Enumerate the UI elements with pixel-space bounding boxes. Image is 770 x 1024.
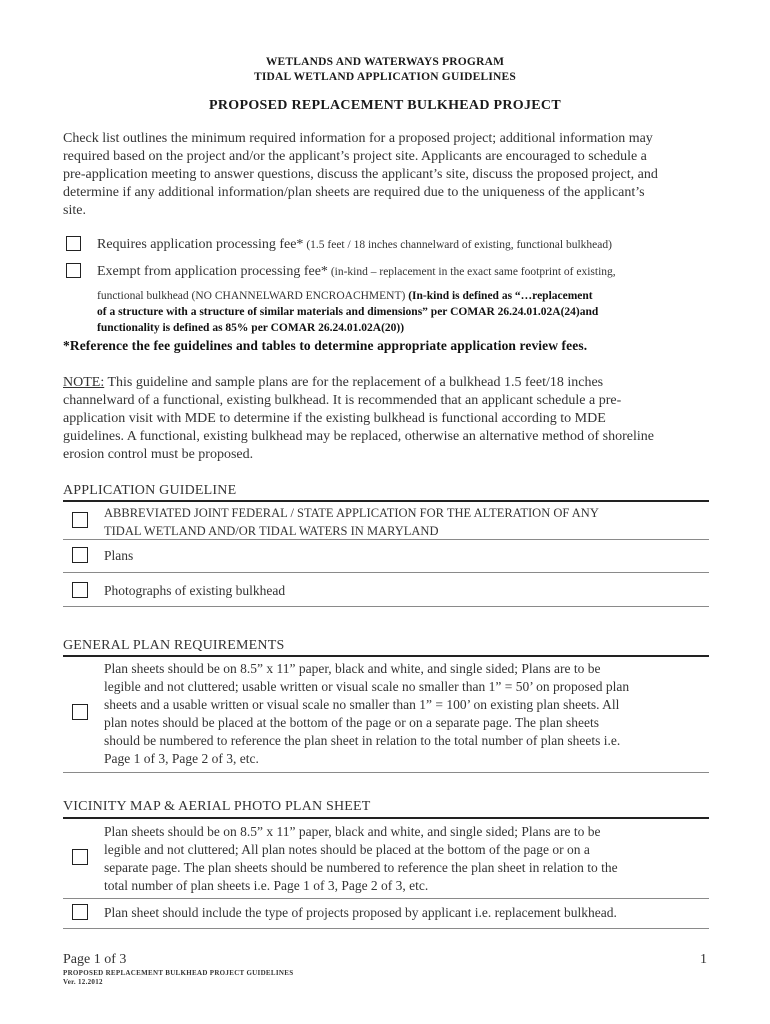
intro-line: site. <box>63 203 86 218</box>
item-line: total number of plan sheets i.e. Page 1 of 3, Page 2 of 3, etc. <box>104 878 429 893</box>
photographs-text: Photographs of existing bulkhead <box>104 583 286 598</box>
application-guideline-title: APPLICATION GUIDELINE <box>63 483 237 498</box>
item-line: Plan sheets should be on 8.5” x 11” paper, black and white, and single sided; Plans are to be <box>104 661 601 676</box>
exempt-fee-text <box>97 262 717 281</box>
item-line: ABBREVIATED JOINT FEDERAL / STATE APPLICATION FOR THE ALTERATION OF ANY <box>104 506 599 520</box>
exempt-fee-detail: (in-kind – replacement in the exact same footprint of existing, <box>327 266 616 278</box>
item-line: legible and not cluttered; All plan notes should be placed at the bottom of the page or on a <box>104 842 590 857</box>
item-line: TIDAL WETLAND AND/OR TIDAL WATERS IN MARYLAND <box>104 524 439 538</box>
row-divider <box>63 898 709 899</box>
vicinity-plan-checkbox[interactable] <box>72 849 88 865</box>
row-divider <box>63 572 709 573</box>
page-count: Page 1 of 3 <box>63 952 127 967</box>
project-type-text: Plan sheet should include the type of projects proposed by applicant i.e. replacement bulkhead. <box>104 905 617 920</box>
item-line: separate page. The plan sheets should be numbered to reference the plan sheet in relation to the <box>104 860 618 875</box>
footer-version: Ver. 12.2012 <box>63 978 103 986</box>
footer-document-name: PROPOSED REPLACEMENT BULKHEAD PROJECT GUIDELINES <box>63 969 294 977</box>
note-line: guidelines. A functional, existing bulkhead may be replaced, otherwise an alternative method of shoreline <box>63 429 654 444</box>
exempt-line2-normal: functional bulkhead (NO CHANNELWARD ENCROACHMENT) <box>97 290 409 302</box>
row-divider <box>63 772 709 773</box>
requires-fee-checkbox[interactable] <box>66 236 81 251</box>
photographs-checkbox[interactable] <box>72 582 88 598</box>
joint-application-checkbox[interactable] <box>72 512 88 528</box>
plans-text: Plans <box>104 548 134 563</box>
exempt-line2-bold: (In-kind is defined as “…replacement <box>408 290 593 302</box>
general-plan-checkbox[interactable] <box>72 704 88 720</box>
row-divider <box>63 928 709 929</box>
item-line: plan notes should be placed at the bottom of the page or on a separate page. The plan sheets <box>104 715 599 730</box>
project-type-checkbox[interactable] <box>72 904 88 920</box>
item-line: Plan sheets should be on 8.5” x 11” paper, black and white, and single sided; Plans are to be <box>104 824 601 839</box>
section-rule <box>63 500 709 502</box>
intro-paragraph <box>63 130 713 220</box>
guidelines-heading: TIDAL WETLAND APPLICATION GUIDELINES <box>253 71 517 83</box>
general-plan-title: GENERAL PLAN REQUIREMENTS <box>63 638 285 653</box>
note-line: channelward of a functional, existing bulkhead. It is recommended that an applicant schedule a pre- <box>63 393 622 408</box>
note-paragraph <box>63 374 713 464</box>
intro-line: determine if any additional information/plan sheets are required due to the uniqueness of the applicant’s <box>63 185 645 200</box>
intro-line: required based on the project and/or the applicant’s project site. Applicants are encouraged to schedule a <box>63 149 647 164</box>
document-title: PROPOSED REPLACEMENT BULKHEAD PROJECT <box>209 98 561 113</box>
row-divider <box>63 606 709 607</box>
vicinity-title: VICINITY MAP & AERIAL PHOTO PLAN SHEET <box>63 799 371 814</box>
exempt-fee-line3: of a structure with a structure of similar materials and dimensions” per COMAR 26.24.01.02A(24)and <box>97 306 599 318</box>
intro-line: pre-application meeting to answer questions, discuss the applicant’s site, discuss the proposed project, and <box>63 167 658 182</box>
requires-fee-label: Requires application processing fee* <box>97 237 304 252</box>
section-rule <box>63 655 709 657</box>
exempt-fee-checkbox[interactable] <box>66 263 81 278</box>
fee-reference-note: *Reference the fee guidelines and tables to determine appropriate application review fees. <box>63 338 588 353</box>
note-line: erosion control must be proposed. <box>63 447 254 462</box>
requires-fee-text <box>97 235 717 254</box>
note-line: application visit with MDE to determine if the existing bulkhead is functional according to MDE <box>63 411 606 426</box>
section-rule <box>63 817 709 819</box>
row-divider <box>63 539 709 540</box>
note-line: This guideline and sample plans are for the replacement of a bulkhead 1.5 feet/18 inches <box>104 375 604 390</box>
item-line: Page 1 of 3, Page 2 of 3, etc. <box>104 751 259 766</box>
joint-application-text <box>104 504 704 540</box>
item-line: sheets and a usable written or visual scale no smaller than 1” = 100’ on existing plan sheets. All <box>104 697 620 712</box>
page-number: 1 <box>700 952 707 967</box>
item-line: should be numbered to reference the plan sheet in relation to the total number of plan sheets i.e. <box>104 733 621 748</box>
program-heading: WETLANDS AND WATERWAYS PROGRAM <box>265 56 505 68</box>
vicinity-plan-text <box>104 823 704 895</box>
general-plan-text <box>104 660 704 768</box>
intro-line: Check list outlines the minimum required information for a proposed project; additional information may <box>63 131 653 146</box>
plans-checkbox[interactable] <box>72 547 88 563</box>
exempt-fee-label: Exempt from application processing fee* <box>97 264 328 279</box>
note-label: NOTE: <box>63 375 105 390</box>
item-line: legible and not cluttered; usable written or visual scale no smaller than 1” = 50’ on proposed plan <box>104 679 630 694</box>
exempt-fee-line4: functionality is defined as 85% per COMAR 26.24.01.02A(20)) <box>97 322 405 334</box>
requires-fee-detail: (1.5 feet / 18 inches channelward of existing, functional bulkhead) <box>303 239 612 251</box>
